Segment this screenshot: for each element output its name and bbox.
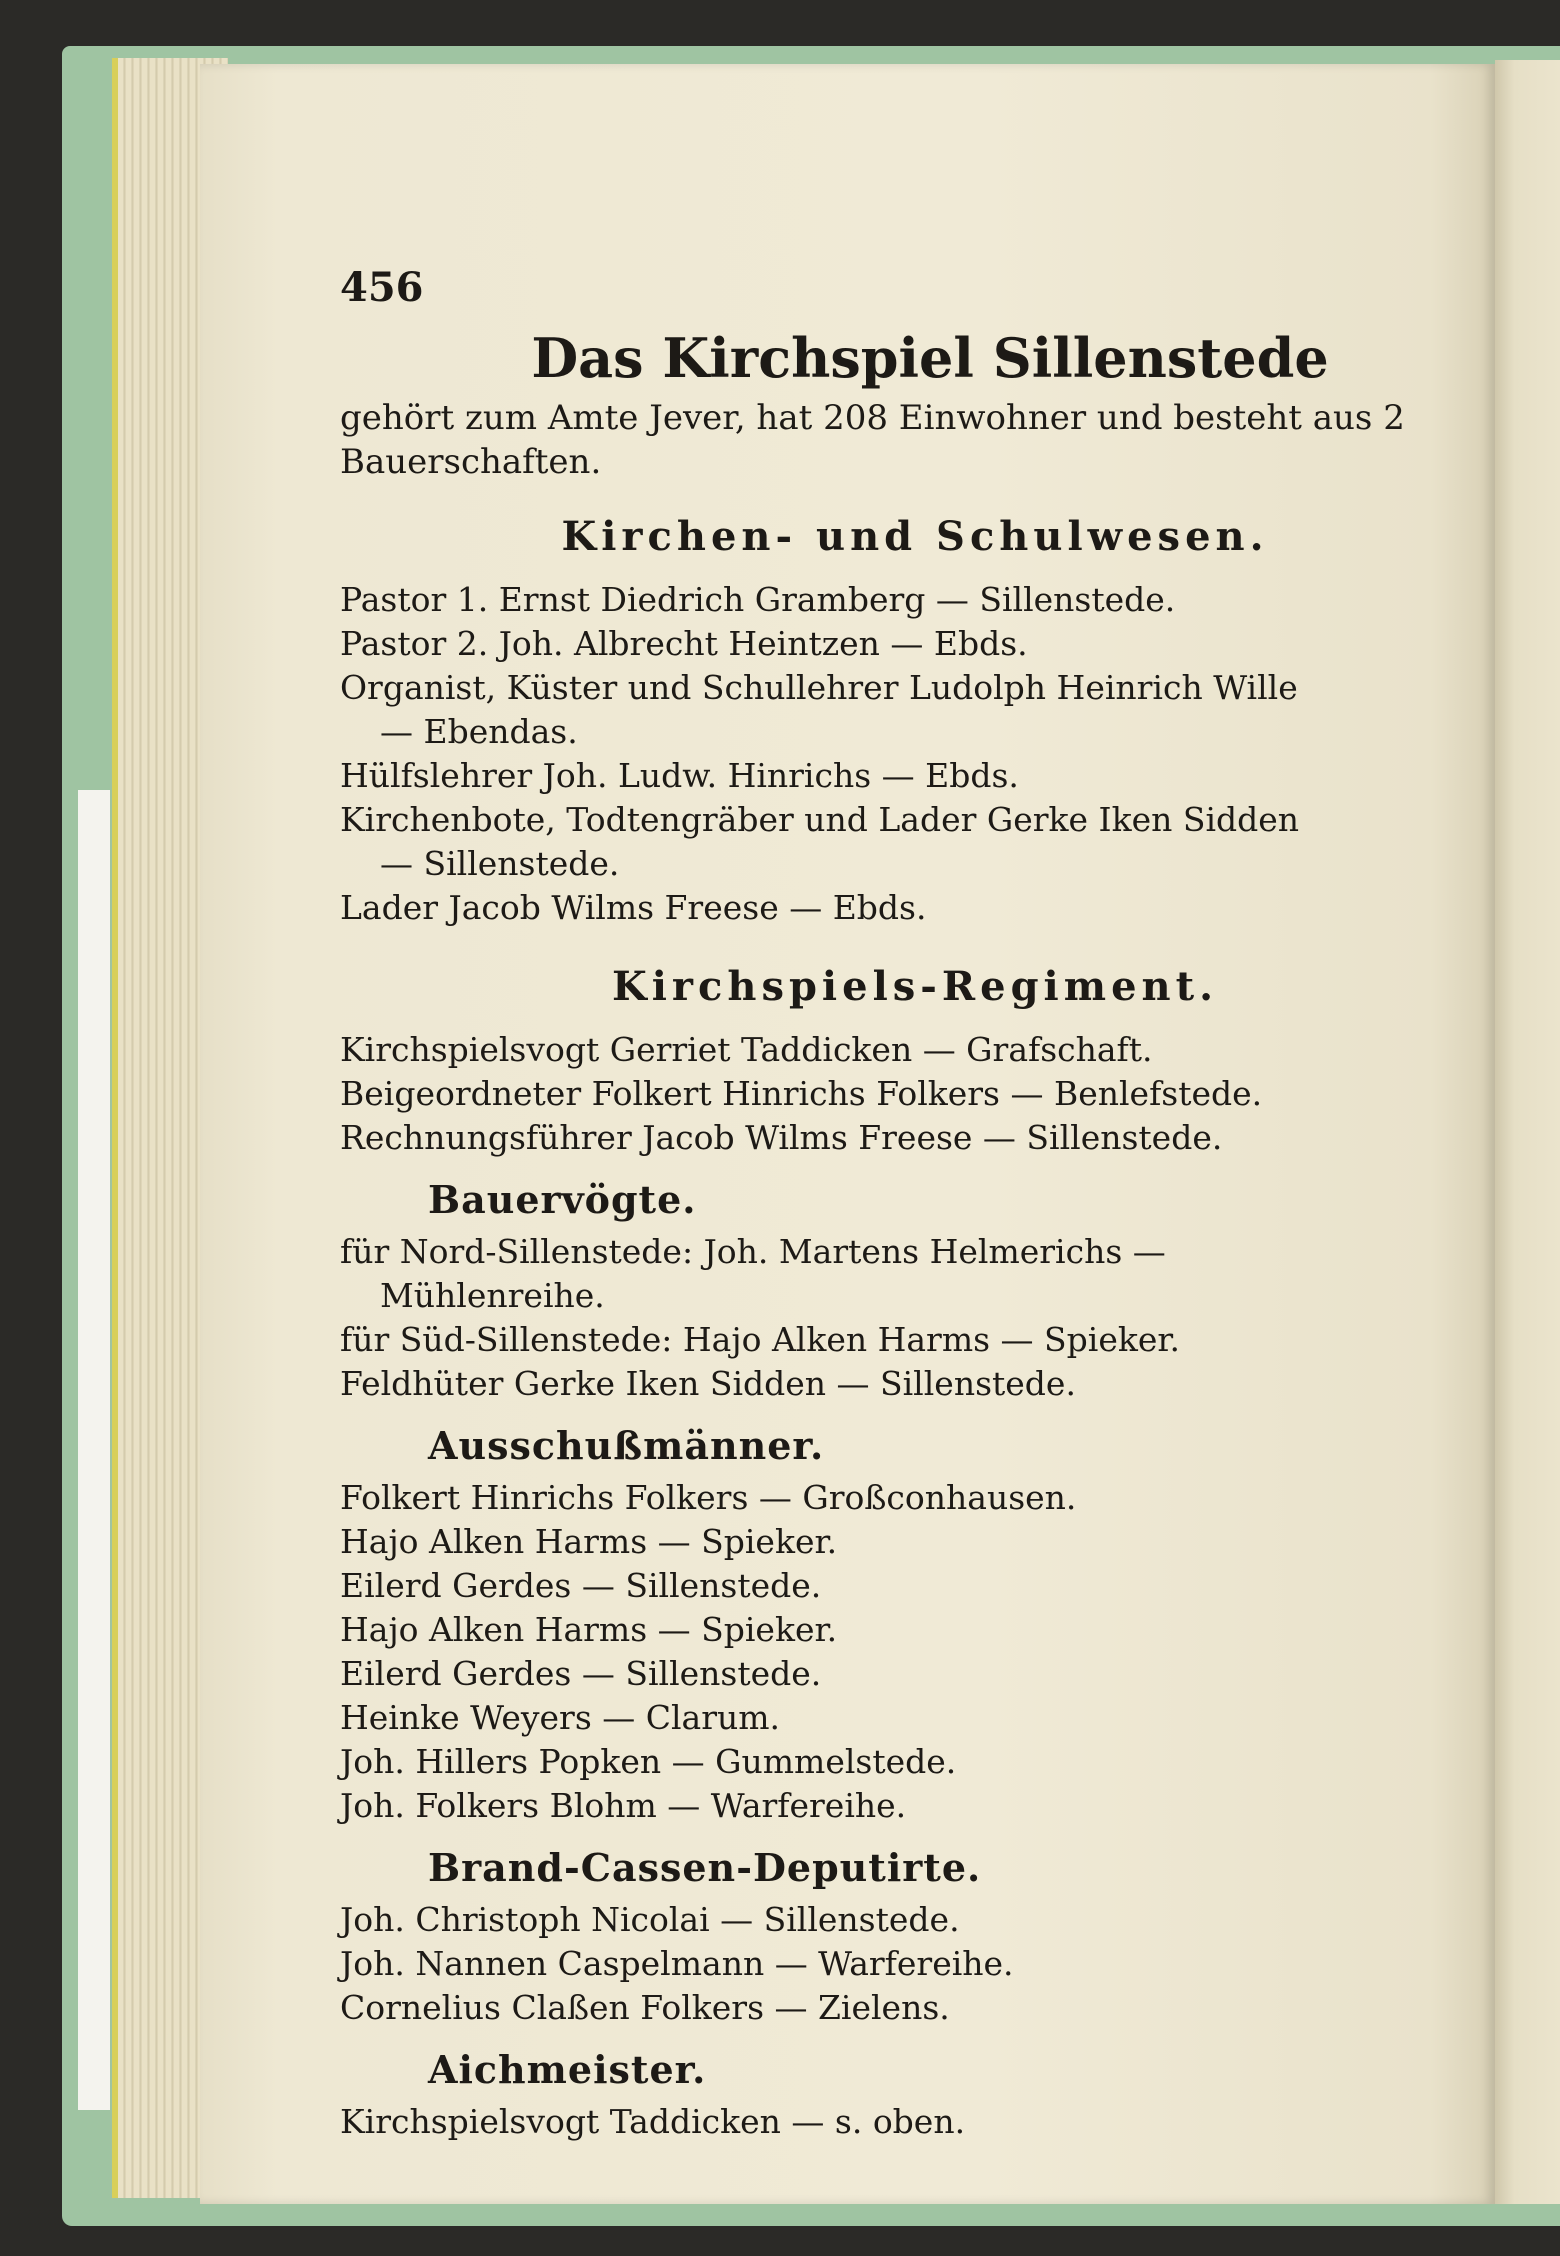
entry-line: Kirchspielsvogt Gerriet Taddicken — Grafschaft. (340, 1030, 1153, 1069)
entry-line: Feldhüter Gerke Iken Sidden — Sillenstede. (340, 1364, 1076, 1403)
section-heading-bauervoegte: Bauervögte. (428, 1177, 697, 1222)
entry-line: Hajo Alken Harms — Spieker. (340, 1522, 838, 1561)
entry-line: Joh. Hillers Popken — Gummelstede. (340, 1742, 957, 1781)
entry-line: Beigeordneter Folkert Hinrichs Folkers — Benlefstede. (340, 1074, 1263, 1113)
entry-line: Kirchenbote, Todtengräber und Lader Gerke Iken Sidden (340, 800, 1300, 839)
facing-page-edge (1495, 60, 1560, 2204)
entry-line: Organist, Küster und Schullehrer Ludolph Heinrich Wille (340, 668, 1298, 707)
page-title: Das Kirchspiel Sillenstede (531, 326, 1329, 390)
entry-line: — Sillenstede. (380, 844, 620, 883)
bookmark-strip (78, 790, 110, 2110)
section-heading-kirchen: Kirchen- und Schulwesen. (561, 513, 1269, 560)
entry-line: Eilerd Gerdes — Sillenstede. (340, 1566, 822, 1605)
entry-line: Folkert Hinrichs Folkers — Großconhausen. (340, 1478, 1077, 1517)
entry-line: für Nord-Sillenstede: Joh. Martens Helmerichs — (340, 1232, 1166, 1271)
section-heading-ausschuss: Ausschußmänner. (428, 1423, 825, 1468)
entry-line: Kirchspielsvogt Taddicken — s. oben. (340, 2102, 966, 2141)
entry-line: Eilerd Gerdes — Sillenstede. (340, 1654, 822, 1693)
entry-line: Joh. Folkers Blohm — Warfereihe. (340, 1786, 907, 1825)
entry-line: Rechnungsführer Jacob Wilms Freese — Sillenstede. (340, 1118, 1223, 1157)
section-heading-regiment: Kirchspiels-Regiment. (611, 963, 1219, 1010)
entry-line: Pastor 1. Ernst Diedrich Gramberg — Sillenstede. (340, 580, 1176, 619)
entry-line: Lader Jacob Wilms Freese — Ebds. (340, 888, 927, 927)
page-number: 456 (340, 264, 424, 311)
book-page (200, 64, 1495, 2204)
section-heading-aich: Aichmeister. (428, 2047, 707, 2092)
entry-line: Hülfslehrer Joh. Ludw. Hinrichs — Ebds. (340, 756, 1019, 795)
entry-line: Hajo Alken Harms — Spieker. (340, 1610, 838, 1649)
entry-line: für Süd-Sillenstede: Hajo Alken Harms — Spieker. (340, 1320, 1181, 1359)
entry-line: Joh. Christoph Nicolai — Sillenstede. (340, 1900, 960, 1939)
entry-line: Pastor 2. Joh. Albrecht Heintzen — Ebds. (340, 624, 1028, 663)
section-heading-brand: Brand-Cassen-Deputirte. (428, 1845, 982, 1890)
page-text (340, 204, 1490, 2144)
entry-line: Heinke Weyers — Clarum. (340, 1698, 781, 1737)
intro-paragraph: gehört zum Amte Jever, hat 208 Einwohner und besteht aus 2 Bauerschaften. (340, 398, 1405, 482)
entry-line: Mühlenreihe. (380, 1276, 605, 1315)
entry-line: Cornelius Claßen Folkers — Zielens. (340, 1988, 950, 2027)
entry-line: Joh. Nannen Caspelmann — Warfereihe. (340, 1944, 1014, 1983)
entry-line: — Ebendas. (380, 712, 578, 751)
